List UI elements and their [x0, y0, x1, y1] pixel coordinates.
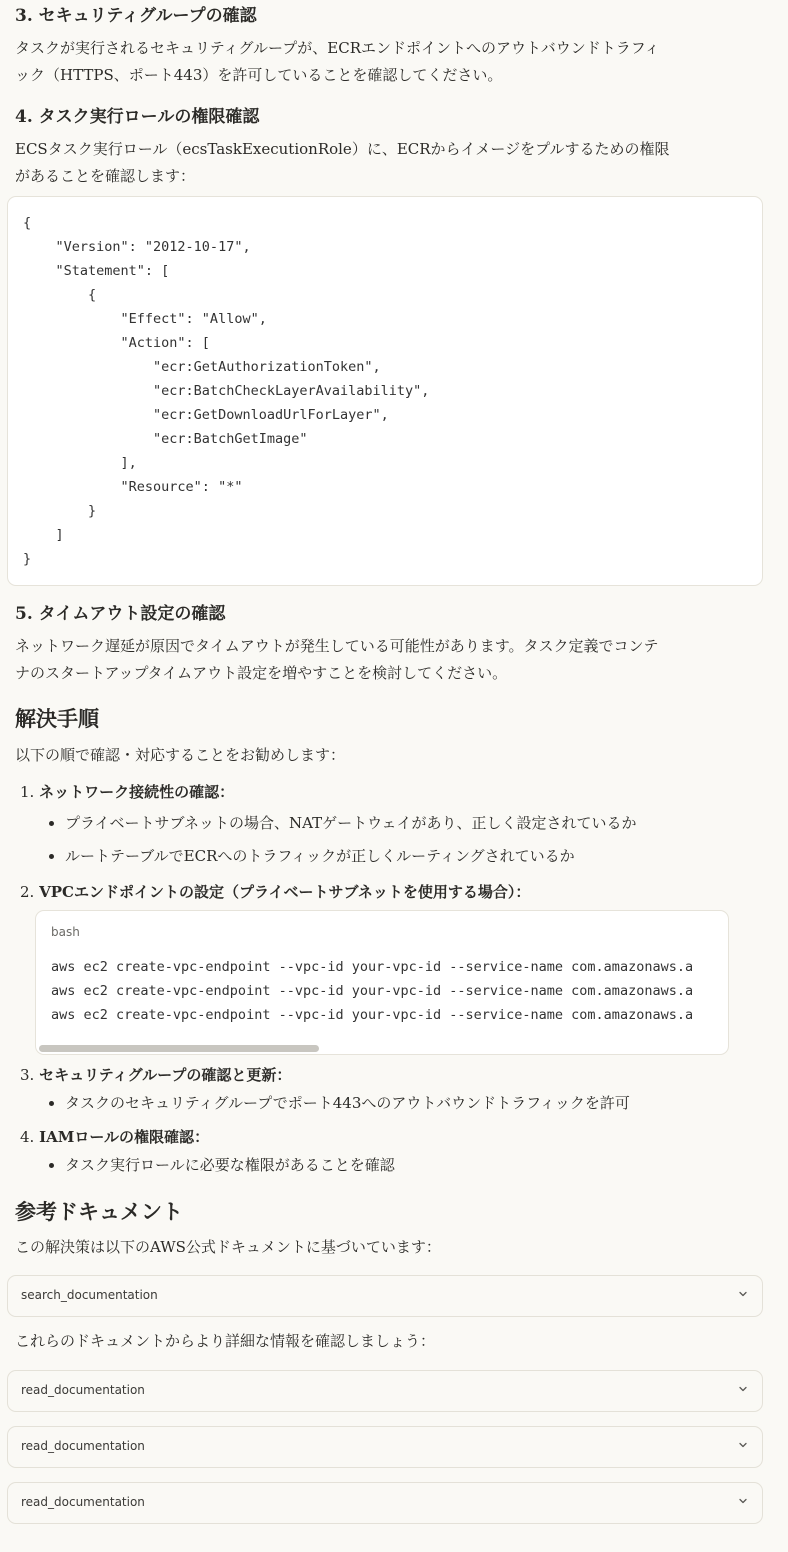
- bash-code-block[interactable]: [35, 910, 729, 1055]
- section-4-title: 4. タスク実行ロールの権限確認: [15, 107, 260, 127]
- step-suffix: ：: [219, 783, 235, 801]
- step-bullets: [15, 807, 763, 873]
- bash-code: aws ec2 create-vpc-endpoint --vpc-id your-vpc-id --service-name com.amazonaws.a aws ec2 create-vpc-endpoint --vpc-id your-vpc-id --service-name com.amazonaws.a aws ec2 create-vpc-endpoint --vpc-id your-vpc-id --service-name com.amazonaws.a: [51, 959, 694, 1023]
- json-code: { "Version": "2012-10-17", "Statement": [ { "Effect": "Allow", "Action": [ "ecr:GetAuthorizationToken", "ecr:BatchCheckLayerAvailability", "ecr:GetDownloadUrlForLayer", "ecr:BatchGetImage" ], "Resource": "*" } ] }: [23, 215, 430, 567]
- solution-heading: 解決手順: [15, 706, 99, 731]
- chevron-down-icon: [736, 1287, 750, 1301]
- tool-call-read-documentation[interactable]: [7, 1426, 763, 1468]
- tool-name: read_documentation: [21, 1439, 145, 1453]
- step-number: 2.: [20, 883, 35, 901]
- step-title: [15, 877, 763, 907]
- step-4: [15, 1122, 763, 1178]
- step-bullets: [15, 1090, 763, 1116]
- step-number: 4.: [20, 1128, 35, 1146]
- text-line: タスクが実行されるセキュリティグループが、ECRエンドポイントへのアウトバウンドトラフィ: [15, 39, 660, 57]
- step-2: [15, 877, 763, 1055]
- tool-name: search_documentation: [21, 1288, 158, 1302]
- section-3-text: [15, 35, 763, 89]
- text-line: ECSタスク実行ロール（ecsTaskExecutionRole）に、ECRからイメージをプルするための権限: [15, 140, 670, 158]
- solution-intro: 以下の順で確認・対応することをお勧めします：: [15, 746, 346, 764]
- step-label: ネットワーク接続性の確認: [39, 783, 220, 801]
- step-suffix: ：: [194, 1128, 210, 1146]
- step-1: [15, 777, 763, 873]
- json-code-block[interactable]: [7, 196, 763, 586]
- horizontal-scrollbar[interactable]: [39, 1045, 319, 1052]
- tool-name: read_documentation: [21, 1495, 145, 1509]
- section-5-title: 5. タイムアウト設定の確認: [15, 604, 226, 624]
- step-title: [15, 1122, 763, 1152]
- step-3: [15, 1060, 763, 1116]
- list-item: • タスクのセキュリティグループでポート443へのアウトバウンドトラフィックを許可: [65, 1090, 763, 1116]
- step-number: 3.: [20, 1066, 35, 1084]
- section-4-text: [15, 136, 763, 190]
- section-5-text: [15, 633, 763, 687]
- chevron-down-icon: [736, 1494, 750, 1508]
- solution-steps: [15, 777, 763, 1178]
- followup-text: これらのドキュメントからより詳細な情報を確認しましょう：: [15, 1332, 436, 1350]
- text-line: ック（HTTPS、ポート443）を許可していることを確認してください。: [15, 66, 503, 84]
- chevron-down-icon: [736, 1438, 750, 1452]
- step-title: [15, 777, 763, 807]
- step-label: VPCエンドポイントの設定（プライベートサブネットを使用する場合）: [39, 883, 516, 901]
- list-item: • タスク実行ロールに必要な権限があることを確認: [65, 1152, 763, 1178]
- step-suffix: ：: [276, 1066, 292, 1084]
- chat-message: [15, 0, 763, 1524]
- step-label: セキュリティグループの確認と更新: [39, 1066, 277, 1084]
- list-item: • プライベートサブネットの場合、NATゲートウェイがあり、正しく設定されているか: [65, 807, 763, 840]
- references-intro: この解決策は以下のAWS公式ドキュメントに基づいています：: [15, 1238, 441, 1256]
- step-title: [15, 1060, 763, 1090]
- step-number: 1.: [20, 783, 35, 801]
- references-heading: 参考ドキュメント: [15, 1199, 183, 1224]
- chevron-down-icon: [736, 1382, 750, 1396]
- tool-call-search-documentation[interactable]: [7, 1275, 763, 1317]
- list-item: • ルートテーブルでECRへのトラフィックが正しくルーティングされているか: [65, 840, 763, 873]
- tool-name: read_documentation: [21, 1383, 145, 1397]
- tool-call-read-documentation[interactable]: [7, 1482, 763, 1524]
- code-language-label: bash: [51, 925, 80, 939]
- tool-call-read-documentation[interactable]: [7, 1370, 763, 1412]
- text-line: ネットワーク遅延が原因でタイムアウトが発生している可能性があります。タスク定義でコンテ: [15, 637, 659, 655]
- section-3-title: 3. セキュリティグループの確認: [15, 6, 257, 26]
- step-suffix: ：: [515, 883, 531, 901]
- step-label: IAMロールの権限確認: [39, 1128, 195, 1146]
- step-bullets: [15, 1152, 763, 1178]
- text-line: があることを確認します：: [15, 167, 196, 185]
- text-line: ナのスタートアップタイムアウト設定を増やすことを検討してください。: [15, 664, 508, 682]
